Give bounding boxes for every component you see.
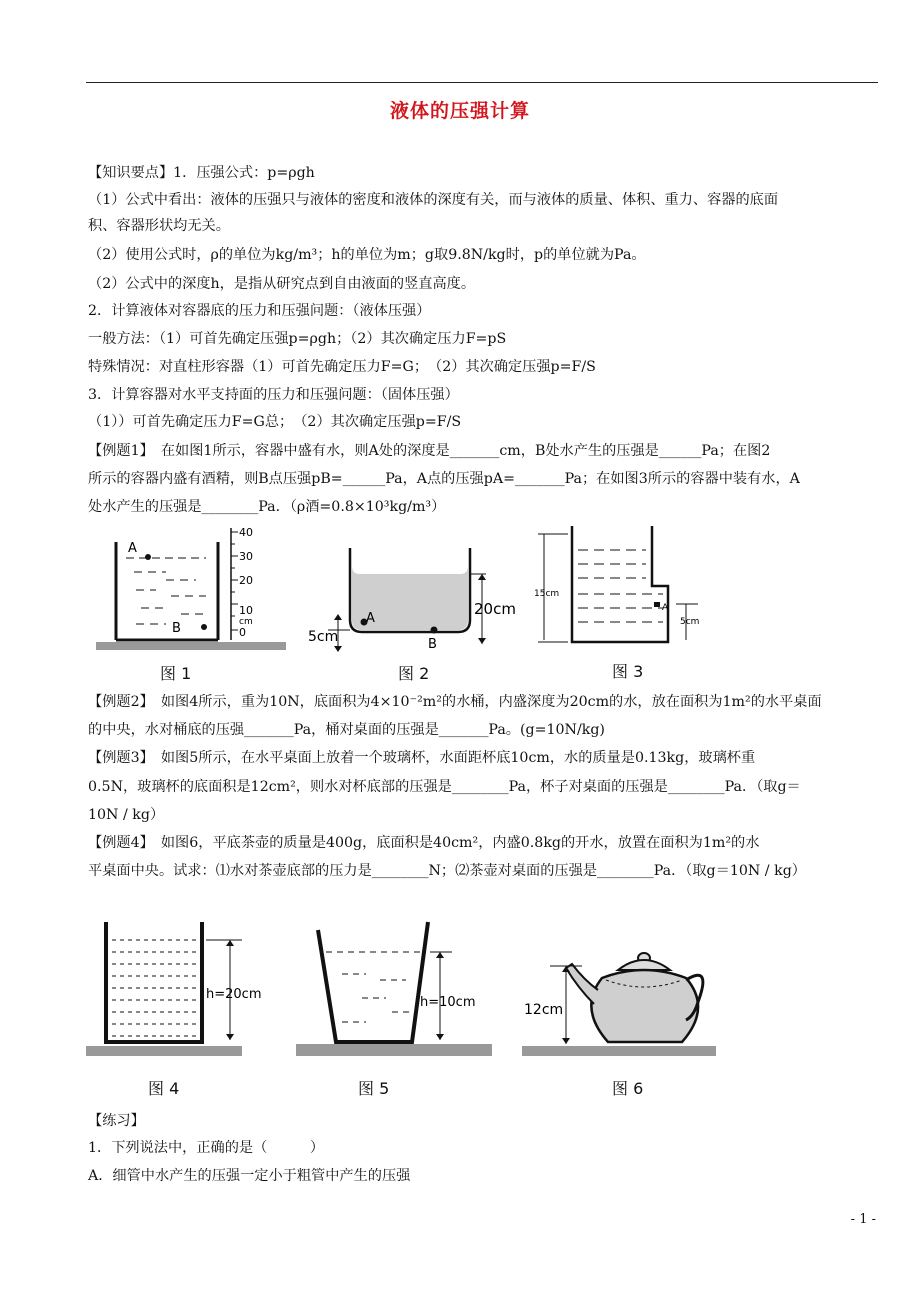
- text-line: 【知识要点】1．压强公式：p=ρgh: [88, 165, 315, 181]
- point-a-label: A: [128, 541, 137, 556]
- text-line: （1））可首先确定压力F=G总； （2）其次确定压强p=F/S: [88, 414, 462, 430]
- height-label: 12cm: [524, 1002, 564, 1018]
- depth-label: 20cm: [474, 600, 516, 618]
- tick-label: 30: [239, 550, 253, 563]
- unit-label: cm: [239, 617, 253, 627]
- depth-label: h=10cm: [420, 995, 476, 1010]
- text-line: 一般方法：（1）可首先确定压强p=ρgh；（2）其次确定压力F=pS: [88, 331, 507, 347]
- text-line: 积、容器形状均无关。: [88, 218, 230, 234]
- text-line: 处水产生的压强是________Pa．（ρ酒=0.8×10³kg/m³）: [88, 499, 446, 515]
- text-line: 0.5N，玻璃杯的底面积是12cm²，则水对杯底部的压强是________Pa，杯子对桌面的压强是________Pa．（取g＝: [88, 779, 801, 795]
- figure-2: [306, 540, 516, 660]
- height-label: 5cm: [680, 617, 700, 627]
- tick-label: 0: [239, 626, 246, 639]
- tick-label: 40: [239, 526, 253, 539]
- text-line: 2．计算液体对容器底的压力和压强问题：（液体压强）: [88, 303, 431, 319]
- text-line: 3．计算容器对水平支持面的压力和压强问题：（固体压强）: [88, 387, 459, 403]
- text-line: （1）公式中看出：液体的压强只与液体的密度和液体的深度有关，而与液体的质量、体积、重力、容器的底面: [88, 192, 779, 208]
- text-line: 平桌面中央。试求：⑴水对茶壶底部的压力是________N；⑵茶壶对桌面的压强是________Pa．（取g＝10N / kg）: [88, 863, 806, 879]
- figure-2-caption: 图 2: [398, 664, 430, 683]
- text-line: 特殊情况：对直柱形容器（1）可首先确定压力F=G； （2）其次确定压强p=F/S: [88, 359, 596, 375]
- figure-3-caption: 图 3: [612, 662, 644, 681]
- figure-6: [522, 928, 718, 1060]
- figure-1-caption: 图 1: [160, 664, 192, 683]
- text-line: （2）使用公式时，ρ的单位为kg/m³；h的单位为m；g取9.8N/kg时，p的单位就为Pa。: [88, 247, 646, 263]
- tick-label: 20: [239, 574, 253, 587]
- text-line: （2）公式中的深度h，是指从研究点到自由液面的竖直高度。: [88, 276, 476, 292]
- point-b-label: B: [428, 637, 437, 652]
- figure-4: [86, 918, 262, 1060]
- text-line: 所示的容器内盛有酒精，则B点压强pB=______Pa，A点的压强pA=_______Pa；在如图3所示的容器中装有水，A: [88, 471, 800, 487]
- figure-1: [96, 520, 286, 650]
- depth-label: h=20cm: [206, 987, 262, 1002]
- page-number: - 1 -: [850, 1212, 876, 1227]
- example-2: 【例题2】 如图4所示，重为10N，底面积为4×10⁻²m²的水桶，内盛深度为20cm的水，放在面积为1m²的水平桌面: [88, 694, 822, 710]
- point-a-label: A: [662, 603, 669, 613]
- section-heading: 【练习】: [88, 1113, 145, 1129]
- header-rule: [86, 82, 878, 83]
- example-4: 【例题4】 如图6，平底茶壶的质量是400g，底面积是40cm²，内盛0.8kg的开水，放置在面积为1m²的水: [88, 835, 760, 851]
- point-a-label: A: [366, 611, 375, 626]
- text-line: 的中央，水对桶底的压强_______Pa，桶对桌面的压强是_______Pa。(g=10N/kg): [88, 722, 605, 738]
- height-label: 5cm: [308, 629, 339, 645]
- figure-5-caption: 图 5: [358, 1079, 390, 1098]
- page-title: 液体的压强计算: [389, 100, 530, 122]
- example-1: 【例题1】 在如图1所示，容器中盛有水，则A处的深度是_______cm，B处水产生的压强是______Pa；在图2: [88, 443, 771, 459]
- figure-5: [296, 918, 496, 1060]
- point-b-label: B: [172, 621, 181, 636]
- height-label: 15cm: [534, 589, 560, 599]
- text-line: 10N / kg）: [88, 807, 165, 823]
- figure-4-caption: 图 4: [148, 1079, 180, 1098]
- option-a: A．细管中水产生的压强一定小于粗管中产生的压强: [88, 1168, 411, 1184]
- figure-3: [528, 520, 708, 655]
- question: 1．下列说法中，正确的是（ ）: [88, 1140, 325, 1156]
- tick-label: 10: [239, 604, 253, 617]
- example-3: 【例题3】 如图5所示，在水平桌面上放着一个玻璃杯，水面距杯底10cm，水的质量是0.13kg，玻璃杯重: [88, 750, 756, 766]
- figure-6-caption: 图 6: [612, 1079, 644, 1098]
